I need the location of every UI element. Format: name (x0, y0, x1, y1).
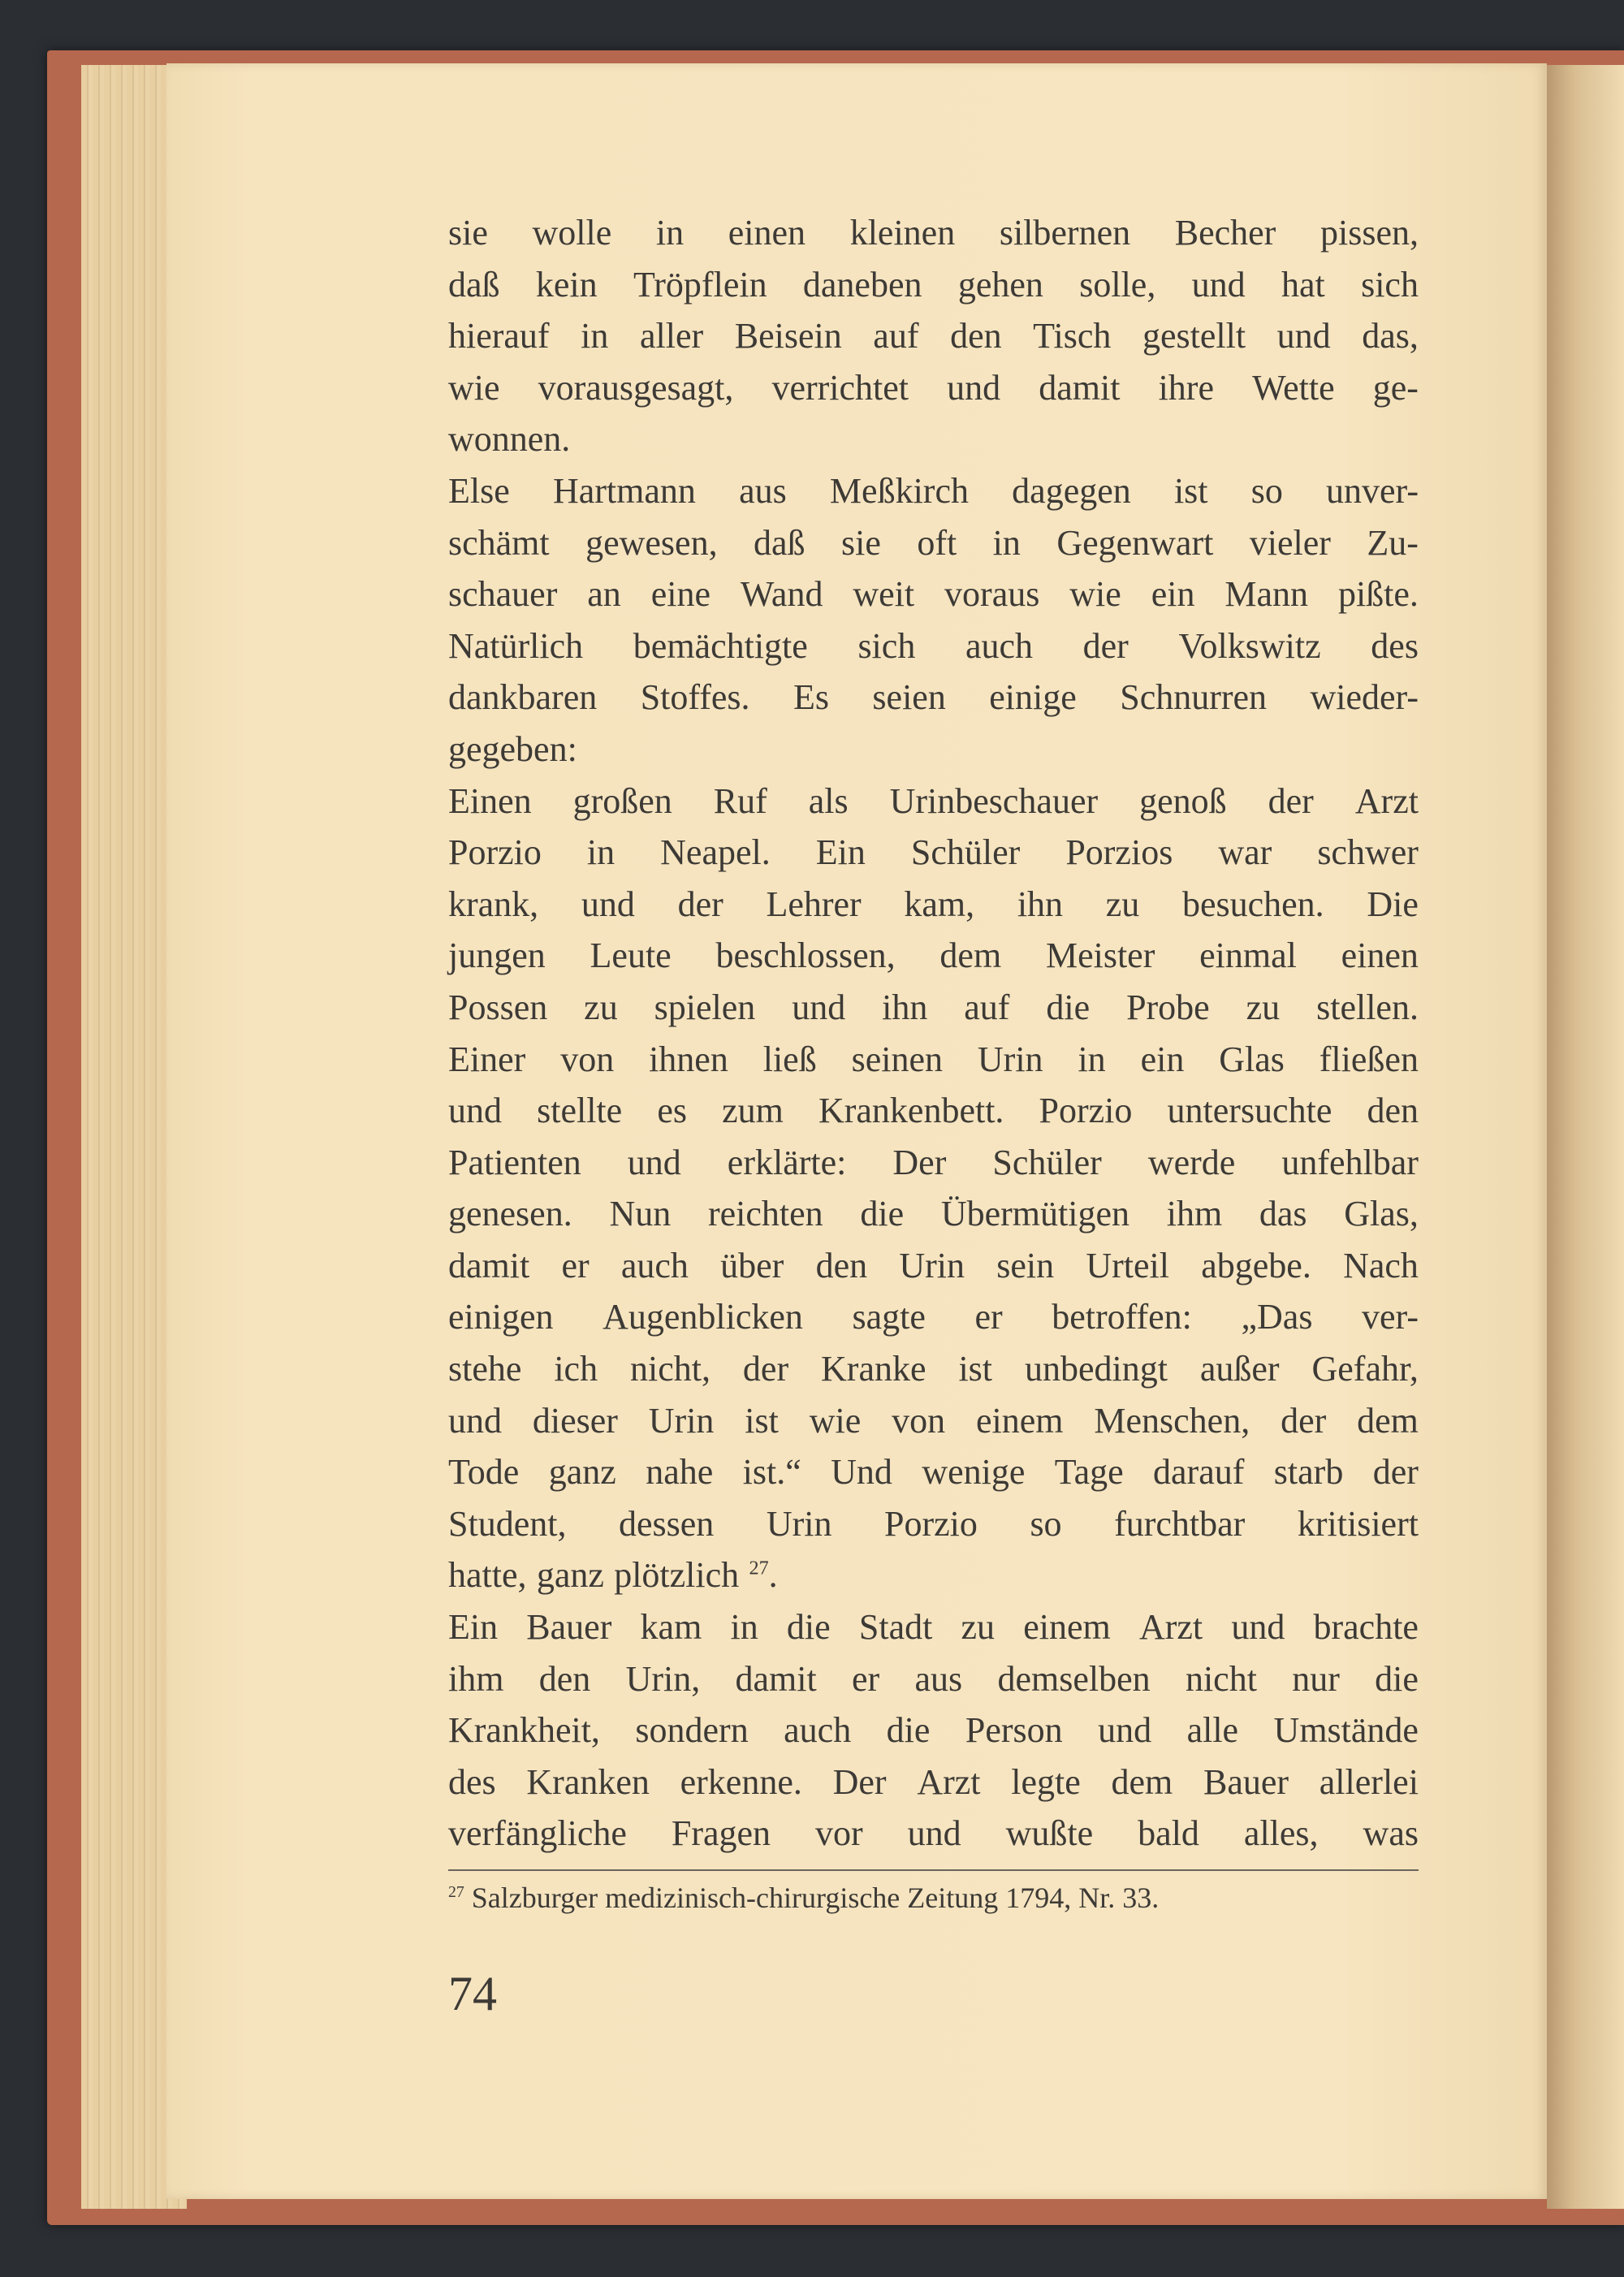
footnote-number: 27 (448, 1883, 464, 1901)
word: Wette (1252, 367, 1335, 408)
word: auch (620, 1245, 689, 1285)
word: der (742, 1349, 789, 1389)
word: der (1082, 625, 1129, 666)
word: Arzt (1354, 780, 1419, 821)
word: ein (1140, 1039, 1185, 1079)
word: vor (815, 1813, 863, 1854)
word: dem (939, 935, 1002, 976)
word: nicht, (630, 1349, 710, 1389)
word: er (852, 1658, 880, 1699)
word: Urin (648, 1400, 715, 1441)
word: plötzlich (614, 1555, 740, 1596)
word: genoß (1139, 780, 1227, 821)
book-gutter (1547, 65, 1624, 2209)
word: ihnen (649, 1039, 728, 1079)
word: bald (1138, 1813, 1199, 1854)
word: Urin (766, 1503, 832, 1544)
word: Lehrer (766, 884, 862, 924)
word: Krankheit, (448, 1710, 600, 1751)
word: auf (873, 316, 919, 356)
word: wie (1069, 574, 1121, 615)
text-line (448, 1395, 1419, 1447)
word: Leute (590, 935, 672, 976)
word: Arzt (1138, 1607, 1203, 1648)
text-line (448, 1498, 1419, 1550)
text-line (448, 517, 1419, 569)
word: sie (840, 522, 881, 563)
word: sich (857, 625, 916, 666)
word: damit (448, 1245, 530, 1285)
word: dem (1111, 1761, 1173, 1802)
word: wußte (1005, 1813, 1094, 1854)
word: betroffen: (1052, 1297, 1192, 1337)
word: Menschen, (1094, 1400, 1250, 1441)
word: Und (831, 1452, 892, 1493)
word: dagegen (1012, 470, 1131, 511)
text-line (448, 1549, 1419, 1601)
word: an (587, 574, 621, 615)
word: kein (535, 264, 598, 305)
word: daneben (802, 264, 922, 305)
word: Volkswitz (1178, 625, 1321, 666)
word: jungen (448, 935, 546, 976)
word: von (892, 1400, 946, 1441)
word: so (1030, 1503, 1062, 1544)
word: Übermütigen (940, 1194, 1130, 1234)
word: legte (1011, 1761, 1081, 1802)
footnote-marker: 27 (749, 1557, 769, 1579)
text-line (448, 310, 1419, 362)
word: weit (853, 574, 915, 615)
word: schauer (448, 574, 558, 615)
text-line (448, 1653, 1419, 1705)
word: zu (1105, 884, 1140, 924)
word: und (448, 1091, 502, 1131)
word: gestellt (1142, 316, 1246, 356)
word: Meister (1045, 935, 1155, 976)
word: die (786, 1607, 831, 1648)
word: ihn (1017, 884, 1064, 924)
word: zu (1246, 987, 1281, 1027)
word: solle, (1079, 264, 1156, 305)
word: großen (572, 780, 672, 821)
word: ließ (762, 1039, 817, 1079)
word: sein (996, 1245, 1055, 1285)
word: das, (1362, 316, 1419, 356)
word: beschlossen, (715, 935, 896, 976)
word: die (860, 1194, 905, 1234)
word: dessen (618, 1503, 715, 1544)
text-line (448, 465, 1419, 517)
word: Else (448, 470, 510, 511)
word: was (1363, 1813, 1419, 1854)
word: Nun (609, 1194, 672, 1234)
word: schwer (1317, 832, 1419, 873)
word: Stadt (858, 1607, 933, 1648)
word: Porzio (1039, 1091, 1133, 1131)
word: Urinbeschauer (889, 780, 1099, 821)
word: den (815, 1245, 868, 1285)
word: Der (892, 1142, 947, 1182)
word: damit (1039, 367, 1121, 408)
word: als (808, 780, 849, 821)
word: des (1371, 625, 1419, 666)
word: krank, (448, 884, 539, 924)
word: Urin (977, 1039, 1043, 1079)
text-line (448, 620, 1419, 672)
word: so (1250, 470, 1283, 511)
word: Kranke (821, 1349, 926, 1389)
word: aus (914, 1658, 963, 1699)
word: ganz (536, 1555, 604, 1596)
word: einigen (448, 1297, 554, 1337)
word: und (907, 1813, 961, 1854)
word: er (561, 1245, 590, 1285)
footnote-text: Salzburger medizinisch-chirurgische Zeitung 1794, Nr. 33. (471, 1882, 1160, 1914)
word: das (1259, 1194, 1307, 1234)
word: seien (872, 677, 946, 718)
word: die (1046, 987, 1091, 1027)
word: außer (1199, 1349, 1280, 1389)
word: des (448, 1761, 496, 1802)
word: stellen. (1316, 987, 1419, 1027)
word: pissen, (1320, 213, 1419, 253)
text-line (448, 207, 1419, 259)
word: untersuchte (1167, 1091, 1332, 1131)
word: nur (1292, 1658, 1340, 1699)
word: brachte (1313, 1607, 1419, 1648)
text-line (448, 1808, 1419, 1860)
word: einen (728, 213, 806, 253)
text-line (448, 1240, 1419, 1292)
word: Hartmann (552, 470, 696, 511)
word: Einer (448, 1039, 526, 1079)
word: damit (735, 1658, 817, 1699)
word: hatte, (448, 1555, 527, 1596)
word: sich (1361, 264, 1419, 305)
word: Einen (448, 780, 532, 821)
word: in (581, 316, 609, 356)
text-line (448, 827, 1419, 879)
word: starb (1273, 1452, 1344, 1493)
word: Bauer (526, 1607, 612, 1648)
word: auch (965, 625, 1034, 666)
word: aller (639, 316, 704, 356)
word: Beisein (734, 316, 842, 356)
word: gewesen, (585, 522, 718, 563)
word: ist (1173, 470, 1208, 511)
word: Stoffes. (640, 677, 750, 718)
word: auf (964, 987, 1010, 1027)
word: sie (448, 213, 488, 253)
word: werde (1147, 1142, 1236, 1182)
word: zu (961, 1607, 996, 1648)
word: Ruf (713, 780, 767, 821)
word: Mann (1224, 574, 1309, 615)
word: ihm (1166, 1194, 1223, 1234)
punctuation: . (768, 1555, 778, 1596)
word: Urin, (625, 1658, 701, 1699)
word: Patienten (448, 1142, 581, 1182)
word: in (1078, 1039, 1106, 1079)
word: Umstände (1273, 1710, 1419, 1751)
word: verrichtet (771, 367, 909, 408)
word: Der (832, 1761, 887, 1802)
word: daß (754, 522, 806, 563)
word: Schüler (992, 1142, 1102, 1182)
word: besuchen. (1181, 884, 1324, 924)
word: wieder- (1310, 677, 1419, 718)
word: ganz (548, 1452, 616, 1493)
word: und (947, 367, 1001, 408)
word: ver- (1362, 1297, 1419, 1337)
word: ge- (1372, 367, 1419, 408)
word: voraus (944, 574, 1040, 615)
word: Krankenbett. (818, 1091, 1004, 1131)
word: Es (793, 677, 829, 718)
word: gehen (957, 264, 1043, 305)
word: Ein (448, 1607, 499, 1648)
word: und (1276, 316, 1331, 356)
text-line (448, 1085, 1419, 1137)
word: einem (1023, 1607, 1111, 1648)
word: nahe (646, 1452, 714, 1493)
word: Probe (1126, 987, 1210, 1027)
word: allerlei (1319, 1761, 1419, 1802)
word: Glas (1219, 1039, 1285, 1079)
word: und (1231, 1607, 1285, 1648)
text-line (448, 1705, 1419, 1756)
word: Tode (448, 1452, 520, 1493)
word: vieler (1249, 522, 1331, 563)
word: Fragen (671, 1813, 771, 1854)
word: ist (958, 1349, 993, 1389)
word: Tröpflein (633, 264, 767, 305)
word: Kranken (526, 1761, 650, 1802)
word: und (627, 1142, 681, 1182)
word: pißte. (1337, 574, 1419, 615)
word: kam (640, 1607, 702, 1648)
word: einige (989, 677, 1077, 718)
word: ihm (448, 1658, 504, 1699)
word: seinen (851, 1039, 944, 1079)
word: Ein (815, 832, 866, 873)
word: fließen (1319, 1039, 1419, 1079)
word: bemächtigte (633, 625, 808, 666)
word: es (657, 1091, 687, 1131)
word: stellte (537, 1091, 623, 1131)
word: ihre (1158, 367, 1214, 408)
word: Tage (1054, 1452, 1124, 1493)
word: die (1375, 1658, 1419, 1699)
word: Schnurren (1120, 677, 1268, 718)
text-line (448, 1601, 1419, 1653)
word: alles, (1243, 1813, 1319, 1854)
word: erklärte: (727, 1142, 847, 1182)
word: in (992, 522, 1021, 563)
word: auch (784, 1710, 852, 1751)
word: Person (965, 1710, 1063, 1751)
word: eine (650, 574, 711, 615)
footnote (448, 1877, 1419, 1918)
word: Schüler (910, 832, 1021, 873)
word: Die (1367, 884, 1419, 924)
word: Neapel. (660, 832, 771, 873)
text-line (448, 776, 1419, 827)
word: der (677, 884, 723, 924)
word: in (730, 1607, 758, 1648)
word: in (586, 832, 615, 873)
word: Tisch (1033, 316, 1112, 356)
word: hierauf (448, 316, 550, 356)
word: einmal (1199, 935, 1297, 976)
word: spielen (654, 987, 756, 1027)
text-line (448, 879, 1419, 931)
word: hat (1281, 264, 1325, 305)
word: Wand (740, 574, 823, 615)
word: unfehlbar (1281, 1142, 1419, 1182)
word: und (1098, 1710, 1152, 1751)
text-line (448, 1137, 1419, 1189)
word: Natürlich (448, 625, 584, 666)
word: einem (975, 1400, 1064, 1441)
word: sondern (635, 1710, 749, 1751)
word: unbedingt (1024, 1349, 1168, 1389)
text-line (448, 1343, 1419, 1395)
word: stehe (448, 1349, 522, 1389)
word: unver- (1326, 470, 1419, 511)
word: wolle (532, 213, 612, 253)
text-line (448, 259, 1419, 311)
word: zum (722, 1091, 784, 1131)
word: dankbaren (448, 677, 598, 718)
body-text (448, 207, 1419, 1860)
word: oft (917, 522, 957, 563)
word: den (1367, 1091, 1419, 1131)
word: kleinen (849, 213, 956, 253)
word: und (1191, 264, 1246, 305)
word: war (1218, 832, 1272, 873)
word: erkenne. (680, 1761, 802, 1802)
word: er (974, 1297, 1003, 1337)
text-line (448, 930, 1419, 982)
word: Augenblicken (603, 1297, 803, 1337)
text-line (448, 1291, 1419, 1343)
word: und (448, 1400, 502, 1441)
word: darauf (1153, 1452, 1245, 1493)
word: Zu- (1367, 522, 1419, 563)
word: „Das (1241, 1297, 1313, 1337)
word: ist (745, 1400, 779, 1441)
word: Gefahr, (1311, 1349, 1419, 1389)
word: daß (448, 264, 500, 305)
word: kam, (904, 884, 975, 924)
word: nicht (1185, 1658, 1257, 1699)
word: Bauer (1203, 1761, 1289, 1802)
text-line (448, 982, 1419, 1034)
text-line (448, 568, 1419, 620)
word-with-footnote (614, 1549, 788, 1601)
word: verfängliche (448, 1813, 627, 1854)
text-line (448, 672, 1419, 724)
text-line (448, 413, 1419, 465)
text-line (448, 362, 1419, 414)
word: der (1281, 1400, 1327, 1441)
word: Urin (899, 1245, 965, 1285)
word: zu (584, 987, 618, 1027)
word: vorausgesagt, (538, 367, 734, 408)
word: sagte (852, 1297, 926, 1337)
word: schämt (448, 522, 550, 563)
text-line (448, 1756, 1419, 1808)
text-line (448, 724, 1419, 776)
word: genesen. (448, 1194, 572, 1234)
word: Glas, (1344, 1194, 1419, 1234)
word: Porzios (1065, 832, 1173, 873)
word: Possen (448, 987, 548, 1027)
word: kritisiert (1297, 1503, 1419, 1544)
word: ein (1151, 574, 1195, 615)
word: Nach (1343, 1245, 1419, 1285)
word: Urteil (1086, 1245, 1169, 1285)
word: gegeben: (448, 728, 577, 769)
word: Porzio (884, 1503, 978, 1544)
word: demselben (997, 1658, 1151, 1699)
page-number: 74 (448, 1967, 497, 2020)
word: ist.“ (742, 1452, 801, 1493)
word: die (886, 1710, 931, 1751)
word: wenige (922, 1452, 1026, 1493)
word: Becher (1174, 213, 1276, 253)
text-line (448, 1446, 1419, 1498)
footnote-rule (448, 1869, 1419, 1871)
word: und (792, 987, 846, 1027)
word: der (1268, 780, 1314, 821)
word: abgebe. (1201, 1245, 1311, 1285)
word: aus (739, 470, 787, 511)
word: Gegenwart (1056, 522, 1214, 563)
word: Porzio (448, 832, 542, 873)
word: reichten (707, 1194, 823, 1234)
word: der (1372, 1452, 1419, 1493)
word: wie (448, 367, 500, 408)
word: Student, (448, 1503, 567, 1544)
word: über (720, 1245, 784, 1285)
word: und (581, 884, 635, 924)
word: Meßkirch (829, 470, 969, 511)
word: den (950, 316, 1002, 356)
word: den (538, 1658, 591, 1699)
word: wonnen. (448, 419, 571, 460)
word: ich (554, 1349, 598, 1389)
text-line (448, 1034, 1419, 1086)
word: Arzt (917, 1761, 981, 1802)
word: ihn (882, 987, 928, 1027)
word: wie (809, 1400, 862, 1441)
word: dem (1357, 1400, 1419, 1441)
word: silbernen (999, 213, 1131, 253)
word: furchtbar (1114, 1503, 1246, 1544)
word: dieser (532, 1400, 618, 1441)
word: von (560, 1039, 615, 1079)
word: einen (1341, 935, 1419, 976)
word: alle (1186, 1710, 1239, 1751)
word: in (655, 213, 685, 253)
text-line (448, 1188, 1419, 1240)
